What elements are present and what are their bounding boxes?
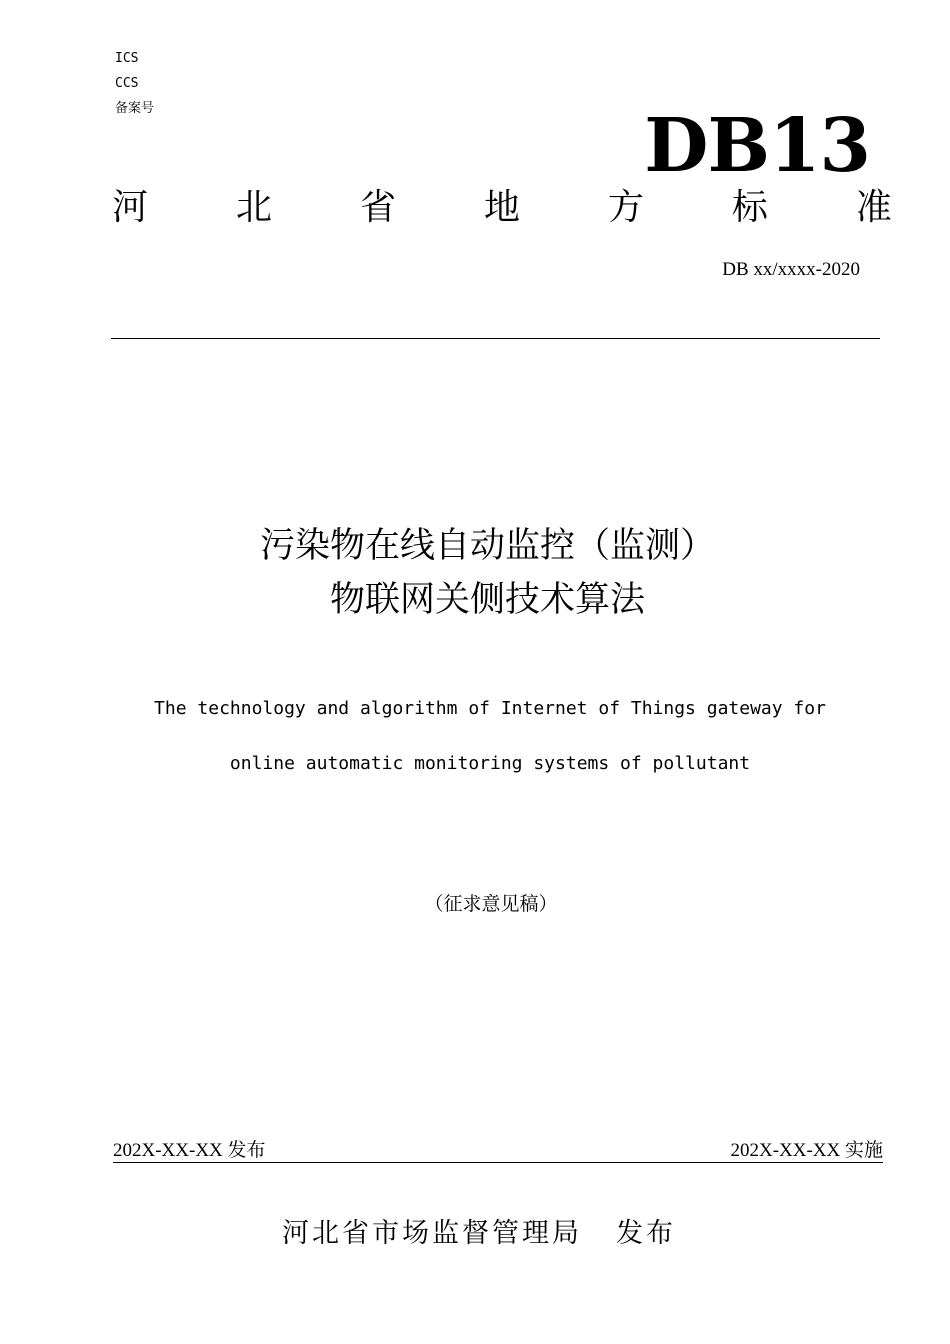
issuer-action: 发布 <box>616 1218 676 1249</box>
standard-type-heading <box>112 186 892 230</box>
standard-type-char: 地 <box>483 187 520 228</box>
standard-type-char: 河 <box>112 187 149 228</box>
header-divider <box>111 338 880 339</box>
title-chinese-line-2: 物联网关侧技术算法 <box>329 580 645 620</box>
standard-number: DB xx/xxxx-2020 <box>722 259 860 280</box>
effective-date: 202X-XX-XX 实施 <box>730 1140 883 1161</box>
title-english-line-1: The technology and algorithm of Internet of Things gateway for <box>154 698 826 719</box>
title-chinese-line-1: 污染物在线自动监控（监测） <box>259 526 715 566</box>
footer-divider <box>113 1162 883 1163</box>
ics-label: ICS <box>115 51 139 66</box>
issuer-name: 河北省市场监督管理局 <box>282 1218 582 1249</box>
standard-type-char: 北 <box>235 187 272 228</box>
db13-logo: DB13 <box>644 103 870 189</box>
standard-type-char: 省 <box>359 187 396 228</box>
ccs-label: CCS <box>115 76 139 91</box>
standard-type-char: 方 <box>607 187 644 228</box>
draft-status: （征求意见稿） <box>424 893 558 915</box>
publish-date: 202X-XX-XX 发布 <box>113 1140 266 1161</box>
standard-type-char: 标 <box>731 187 768 228</box>
issuer-line <box>0 1216 950 1252</box>
title-english-line-2: online automatic monitoring systems of pollutant <box>229 753 751 774</box>
record-number-label: 备案号 <box>115 101 155 116</box>
standard-type-char: 准 <box>855 187 892 228</box>
